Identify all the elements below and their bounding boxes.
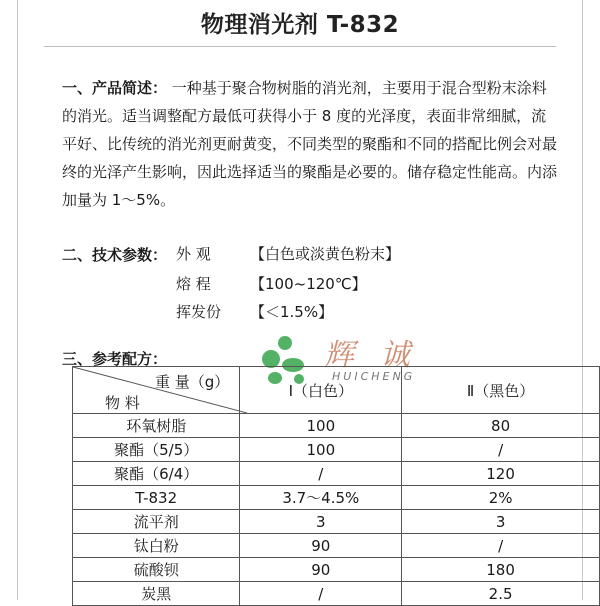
black-value-cell: 180 (402, 558, 600, 582)
table-row (73, 582, 600, 606)
white-value-cell: 3 (240, 510, 402, 534)
product-description (62, 74, 560, 214)
corner-weight-label: 重 量（g） (155, 373, 230, 391)
table-row (73, 510, 600, 534)
black-value-cell: / (402, 534, 600, 558)
section3-heading: 三、参考配方： (62, 350, 168, 368)
table-row (73, 414, 600, 438)
param-value: 【白色或淡黄色粉末】 (250, 245, 401, 263)
param-row (176, 300, 333, 324)
material-cell: 炭黑 (73, 582, 240, 606)
table-row (73, 486, 600, 510)
white-value-cell: / (240, 462, 402, 486)
param-value: 【＜1.5%】 (250, 303, 334, 321)
white-value-cell: / (240, 582, 402, 606)
material-cell: 流平剂 (73, 510, 240, 534)
material-cell: 硫酸钡 (73, 558, 240, 582)
material-cell: 钛白粉 (73, 534, 240, 558)
title-divider (44, 46, 556, 47)
left-border-line (17, 0, 18, 600)
section1-heading: 一、产品简述： (62, 79, 168, 97)
table-row (73, 558, 600, 582)
table-row (73, 534, 600, 558)
logo-dot-icon (278, 336, 292, 350)
param-row (176, 272, 367, 296)
section2-heading: 二、技术参数： (62, 246, 168, 264)
page-title: 物理消光剂 T-832 (200, 12, 400, 38)
black-value-cell: / (402, 438, 600, 462)
section1-text: 一种基于聚合物树脂的消光剂，主要用于混合型粉末涂料的消光。适当调整配方最低可获得小于 8 度的光泽度，表面非常细腻，流平好、比传统的消光剂更耐黄变，不同类型的聚酯和不同的搭配比例会对最终的光泽产生影响，因此选择适当的聚酯是必要的。储存稳定性能高。内添加量为 1～5%。 (62, 79, 558, 209)
param-value: 【100~120℃】 (250, 275, 367, 293)
black-value-cell: 120 (402, 462, 600, 486)
formula-table (72, 366, 600, 606)
param-label: 熔 程 (176, 275, 211, 293)
logo-chinese-text: 辉诚 (324, 338, 436, 373)
corner-header-cell (73, 367, 240, 414)
black-value-cell: 2.5 (402, 582, 600, 606)
column-header-black: Ⅱ（黑色） (402, 367, 600, 414)
black-value-cell: 3 (402, 510, 600, 534)
material-cell: 环氧树脂 (73, 414, 240, 438)
table-header-row (73, 367, 600, 414)
corner-material-label: 物 料 (105, 394, 140, 412)
material-cell: 聚酯（6/4） (73, 462, 240, 486)
table-row (73, 438, 600, 462)
material-cell: 聚酯（5/5） (73, 438, 240, 462)
white-value-cell: 90 (240, 534, 402, 558)
param-label: 挥发份 (176, 303, 222, 321)
white-value-cell: 100 (240, 414, 402, 438)
table-row (73, 462, 600, 486)
white-value-cell: 3.7～4.5% (240, 486, 402, 510)
logo-english-text: HUICHENG (332, 370, 416, 383)
param-row (176, 242, 400, 266)
black-value-cell: 80 (402, 414, 600, 438)
white-value-cell: 100 (240, 438, 402, 462)
column-header-white: Ⅰ（白色） (240, 367, 402, 414)
black-value-cell: 2% (402, 486, 600, 510)
white-value-cell: 90 (240, 558, 402, 582)
material-cell: T-832 (73, 486, 240, 510)
param-label: 外 观 (176, 245, 211, 263)
